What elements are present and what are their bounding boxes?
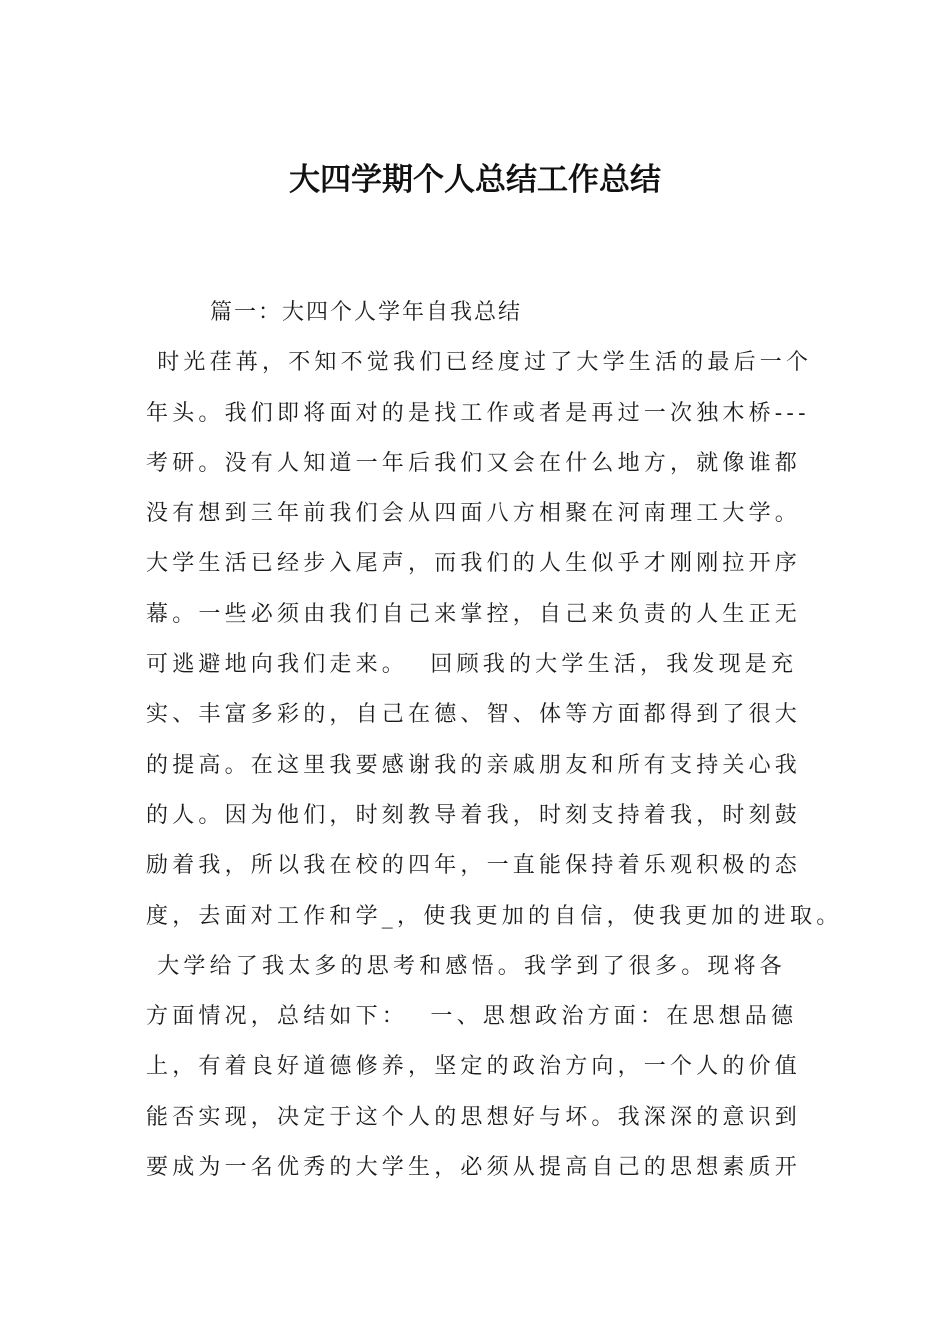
body-line: 方面情况，总结如下： 一、思想政治方面：在思想品德 xyxy=(146,1004,798,1030)
body-line: 要成为一名优秀的大学生，必须从提高自己的思想素质开 xyxy=(146,1155,802,1181)
body-line: 年头。我们即将面对的是找工作或者是再过一次独木桥--- xyxy=(146,400,810,426)
body-line: 能否实现，决定于这个人的思想好与坏。我深深的意识到 xyxy=(146,1104,802,1130)
body-line: 的人。因为他们，时刻教导着我，时刻支持着我，时刻鼓 xyxy=(146,802,802,828)
body-line: 时光荏苒，不知不觉我们已经度过了大学生活的最后一个 xyxy=(146,350,813,376)
body-line: 上，有着良好道德修养，坚定的政治方向，一个人的价值 xyxy=(146,1054,802,1080)
body-line: 没有想到三年前我们会从四面八方相聚在河南理工大学。 xyxy=(146,501,802,527)
body-line: 励着我，所以我在校的四年，一直能保持着乐观积极的态 xyxy=(146,853,802,879)
section-heading: 篇一：大四个人学年自我总结 xyxy=(210,300,523,325)
body-line: 考研。没有人知道一年后我们又会在什么地方，就像谁都 xyxy=(146,450,802,476)
body-line: 实、丰富多彩的，自己在德、智、体等方面都得到了很大 xyxy=(146,702,802,728)
body-line: 的提高。在这里我要感谢我的亲戚朋友和所有支持关心我 xyxy=(146,752,802,778)
body-line: 幕。一些必须由我们自己来掌控，自己来负责的人生正无 xyxy=(146,601,802,627)
body-line: 度，去面对工作和学_，使我更加的自信，使我更加的进取。 xyxy=(146,903,843,929)
document-body xyxy=(146,288,843,1193)
body-line: 可逃避地向我们走来。 回顾我的大学生活，我发现是充 xyxy=(146,652,798,678)
body-line: 大学生活已经步入尾声，而我们的人生似乎才刚刚拉开序 xyxy=(146,551,802,577)
document-title: 大四学期个人总结工作总结 xyxy=(289,162,661,198)
body-line: 大学给了我太多的思考和感悟。我学到了很多。现将各 xyxy=(146,953,786,979)
